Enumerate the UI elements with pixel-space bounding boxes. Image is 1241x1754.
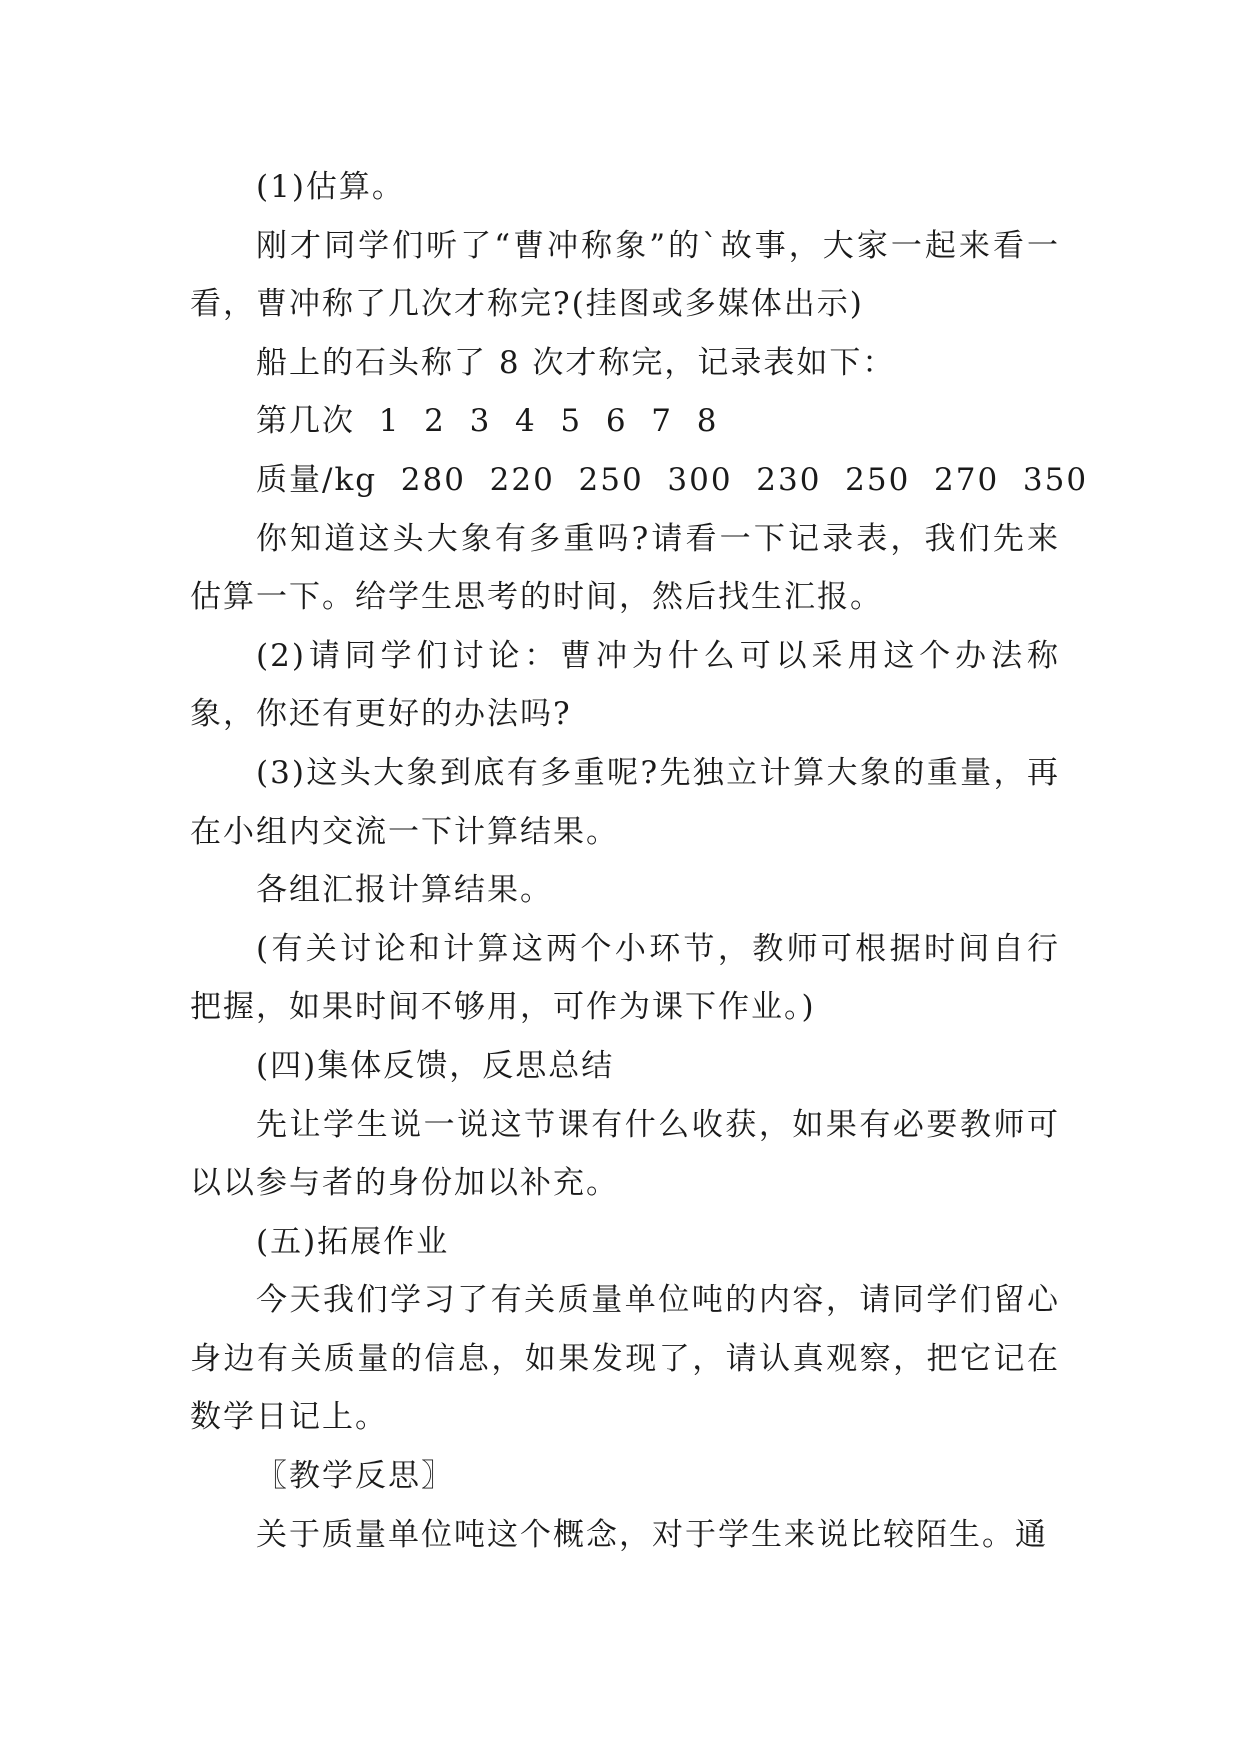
paragraph-discussion: (2)请同学们讨论：曹冲为什么可以采用这个办法称象，你还有更好的办法吗? bbox=[190, 637, 1060, 733]
paragraph-record-intro: 船上的石头称了 8 次才称完，记录表如下： bbox=[256, 344, 896, 381]
section-heading-reflection: 〖教学反思〗 bbox=[256, 1458, 454, 1495]
paragraph-estimate-heading: (1)估算。 bbox=[256, 169, 405, 205]
paragraph-story-intro: 刚才同学们听了“曹冲称象”的`故事，大家一起来看一看，曹冲称了几次才称完?(挂图或多媒体出示) bbox=[190, 227, 1060, 323]
paragraph-homework: 今天我们学习了有关质量单位吨的内容，请同学们留心身边有关质量的信息，如果发现了，请认真观察，把它记在数学日记上。 bbox=[190, 1282, 1060, 1436]
paragraph-estimate-question: 你知道这头大象有多重吗?请看一下记录表，我们先来估算一下。给学生思考的时间，然后找生汇报。 bbox=[190, 520, 1060, 616]
section-heading-homework: (五)拓展作业 bbox=[256, 1223, 450, 1260]
record-row-times: 第几次 1 2 3 4 5 6 7 8 bbox=[256, 403, 719, 440]
document-body bbox=[190, 158, 1089, 1564]
paragraph-feedback: 先让学生说一说这节课有什么收获，如果有必要教师可以以参与者的身份加以补充。 bbox=[190, 1106, 1060, 1202]
paragraph-reflection: 关于质量单位吨这个概念，对于学生来说比较陌生。通 bbox=[256, 1516, 1048, 1553]
paragraph-calculation: (3)这头大象到底有多重呢?先独立计算大象的重量，再在小组内交流一下计算结果。 bbox=[190, 754, 1060, 850]
paragraph-group-report: 各组汇报计算结果。 bbox=[256, 872, 553, 909]
paragraph-teacher-note: (有关讨论和计算这两个小环节，教师可根据时间自行把握，如果时间不够用，可作为课下作业。) bbox=[190, 930, 1060, 1026]
record-row-mass: 质量/kg 280 220 250 300 230 250 270 350 bbox=[256, 461, 1089, 498]
section-heading-feedback: (四)集体反馈，反思总结 bbox=[256, 1047, 615, 1084]
